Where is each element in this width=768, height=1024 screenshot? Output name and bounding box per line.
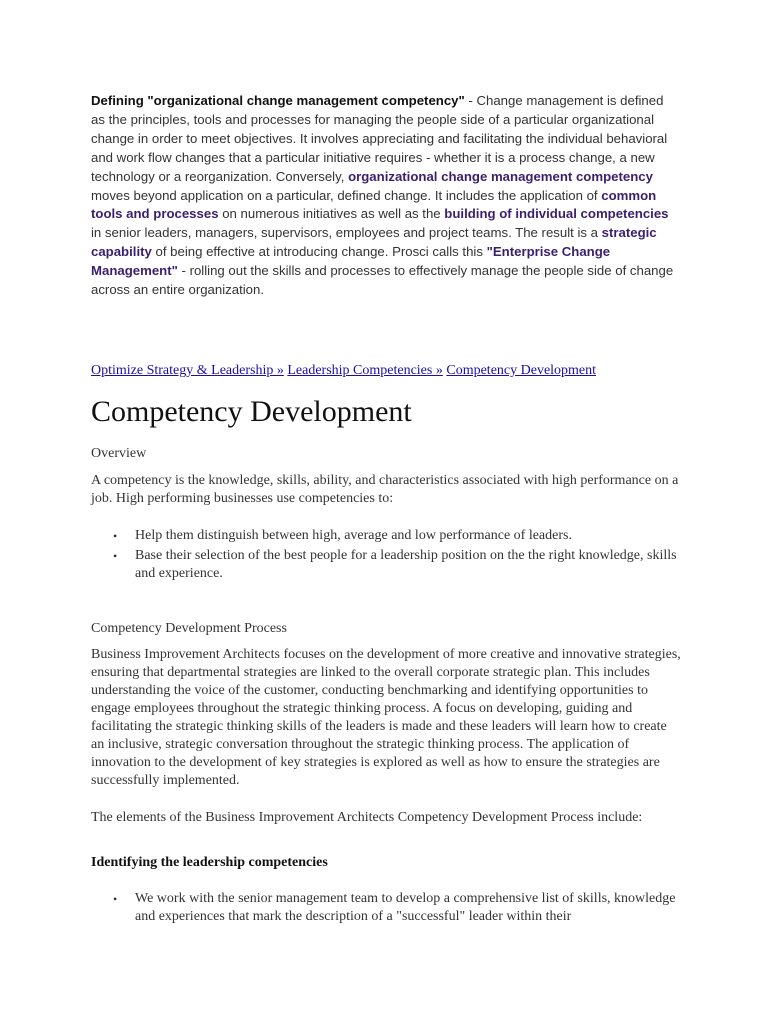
breadcrumb-link-strategy-leadership[interactable]: Optimize Strategy & Leadership » <box>91 363 284 378</box>
bullet-icon: • <box>113 529 118 543</box>
overview-heading: Overview <box>91 446 147 461</box>
page-title: Competency Development <box>91 395 412 428</box>
list-item <box>91 890 691 926</box>
identifying-heading <box>91 854 681 872</box>
identifying-heading-text: Identifying the leadership competencies <box>91 855 328 870</box>
overview-text: A competency is the knowledge, skills, ability, and characteristics associated with high performance on a job. High performing businesses use competencies to: <box>91 473 679 506</box>
breadcrumb-link-leadership-competencies[interactable]: Leadership Competencies » <box>287 363 443 378</box>
intro-term: Defining "organizational change management competency" <box>91 93 465 108</box>
intro-text-1: - Change management is defined as the principles, tools and processes for managing the people side of a particular organizational change in order to meet objectives. It involves appreciating and facilitating the individual behavioral and work flow changes that a particular initiative requires - whether it is a process change, a new technology or a reorganization. Conversely, <box>91 93 668 184</box>
highlight-individual-competencies: building of individual competencies <box>444 206 669 222</box>
overview-bullet-list <box>91 527 691 585</box>
intro-text-2: moves beyond application on a particular, defined change. It includes the application of <box>91 187 602 203</box>
breadcrumb-link-competency-development[interactable]: Competency Development <box>446 363 597 378</box>
list-item-text: Base their selection of the best people for a leadership position on the the right knowledge, skills and experience. <box>135 548 677 581</box>
intro-text-5: of being effective at introducing change. Prosci calls this <box>151 244 487 260</box>
highlight-ocm-competency: organizational change management competency <box>348 168 653 184</box>
process-text: Business Improvement Architects focuses on the development of more creative and innovative strategies, ensuring that departmental strategies are linked to the overall corporate strategic plan. This includes understanding the voice of the customer, conducting benchmarking and identifying opportunities to engage employees throughout the strategic thinking process. A focus on developing, guiding and facilitating the strategic thinking skills of the leaders is made and these leaders will learn how to create an inclusive, strategic conversation throughout the strategic thinking process. The application of innovation to the development of key strategies is explored as well as how to ensure the strategies are successfully implemented. <box>91 647 681 788</box>
intro-paragraph <box>91 92 681 300</box>
list-item <box>91 527 691 545</box>
intro-text-6: - rolling out the skills and processes to effectively manage the people side of change across an entire organization. <box>91 263 674 298</box>
highlight-strategic-capability: strategic capability <box>91 225 657 260</box>
intro-text-4: in senior leaders, managers, supervisors, employees and project teams. The result is a <box>91 225 602 241</box>
list-item-text: Help them distinguish between high, average and low performance of leaders. <box>135 528 572 543</box>
highlight-common-tools: common tools and processes <box>91 187 657 222</box>
elements-text: The elements of the Business Improvement Architects Competency Development Process include: <box>91 810 643 825</box>
identifying-bullet-list <box>91 890 691 928</box>
bullet-icon: • <box>113 892 118 906</box>
list-item <box>91 547 691 583</box>
list-item-text: We work with the senior management team to develop a comprehensive list of skills, knowledge and experiences that mark the description of a "successful" leader within their <box>135 891 676 924</box>
intro-text-3: on numerous initiatives as well as the <box>218 206 445 222</box>
highlight-enterprise-change-management: "Enterprise Change Management" <box>91 244 611 279</box>
bullet-icon: • <box>113 549 118 563</box>
breadcrumb <box>91 362 691 380</box>
process-heading: Competency Development Process <box>91 621 287 636</box>
